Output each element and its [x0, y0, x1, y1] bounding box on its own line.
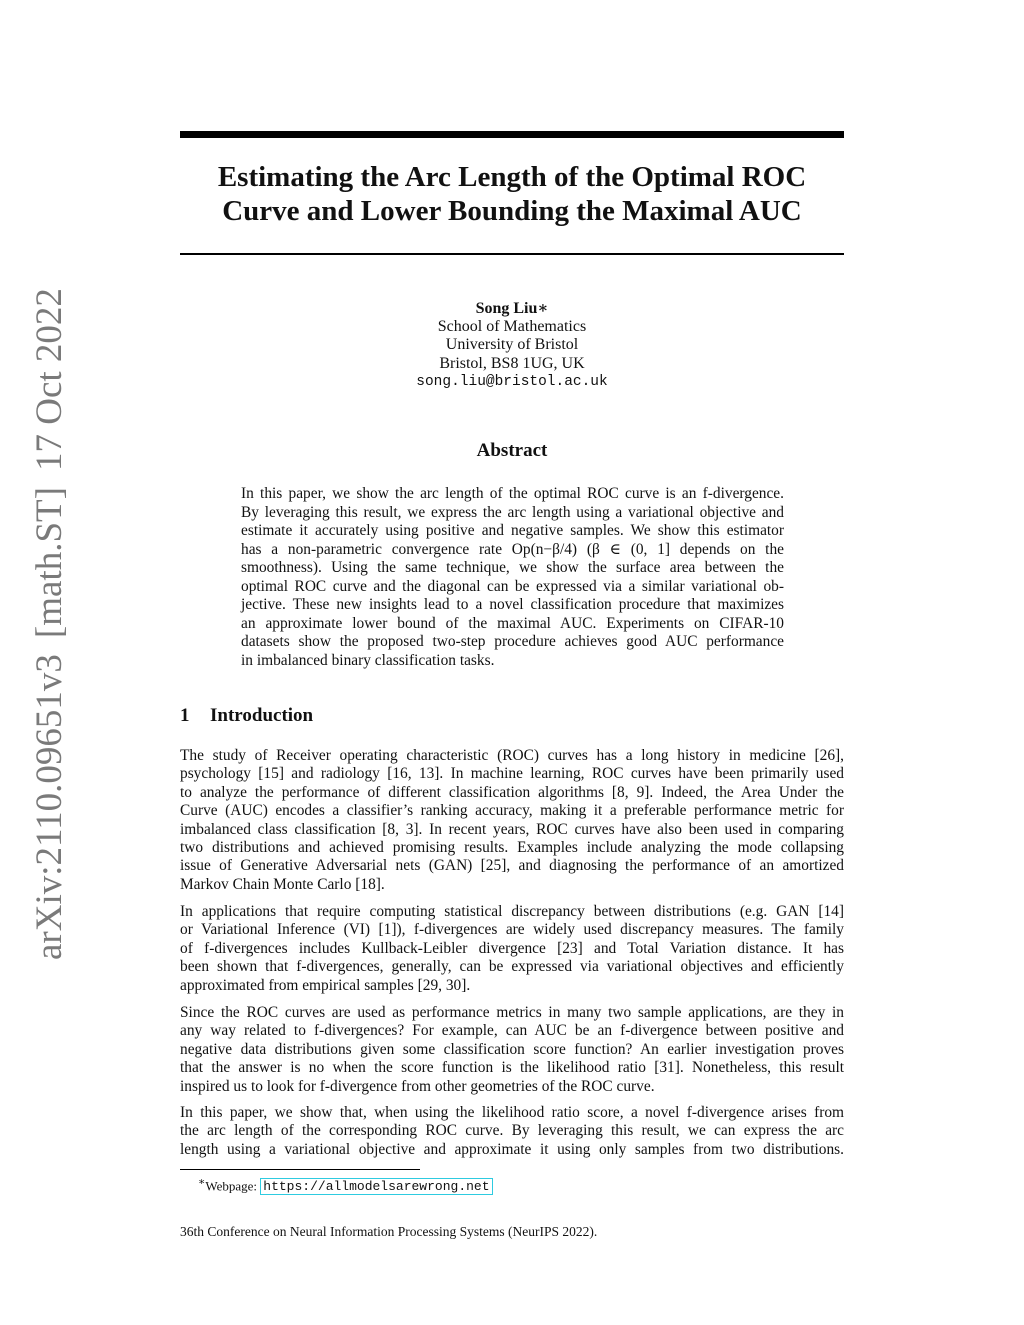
paragraph-line: In this paper, we show that, when using the likelihood ratio score, a novel f-divergence arises from: [180, 1104, 844, 1121]
arxiv-date: 17 Oct 2022: [29, 288, 70, 472]
paragraph-line: of f-divergences includes Kullback-Leibler divergence [23] and Total Variation distance. It has: [180, 939, 844, 957]
abstract-line: an approximate lower bound of the maximal AUC. Experiments on CIFAR-10: [241, 614, 784, 632]
abstract-line: estimate it accurately using positive and negative samples. We show this estimator: [241, 522, 784, 539]
title-top-rule: [180, 131, 844, 138]
paragraph-line: Markov Chain Monte Carlo [18].: [180, 875, 385, 893]
footnote-url-link[interactable]: https://allmodelsarewrong.net: [260, 1178, 492, 1195]
author-affiliation: School of Mathematics: [437, 318, 587, 336]
paragraph: [180, 1004, 844, 1096]
author-email[interactable]: song.liu@bristol.ac.uk: [416, 373, 608, 390]
paragraph-line: inspired us to look for f-divergence from other geometries of the ROC curve.: [180, 1077, 655, 1095]
author-address: Bristol, BS8 1UG, UK: [439, 354, 585, 372]
abstract-line: By leveraging this result, we express the arc length using a variational objective and: [241, 503, 784, 521]
abstract-line: In this paper, we show the arc length of the optimal ROC curve is an f-divergence.: [241, 485, 784, 502]
section-title: Introduction: [210, 705, 314, 726]
arxiv-id[interactable]: arXiv:2110.09651v3: [29, 654, 70, 960]
footnote-rule: [180, 1169, 420, 1170]
venue-note: 36th Conference on Neural Information Processing Systems (NeurIPS 2022).: [180, 1224, 598, 1239]
abstract-heading: Abstract: [476, 440, 548, 461]
paragraph-line: two distributions and achieved promising results. Examples include analyzing the mode collapsing: [180, 839, 844, 857]
abstract-line: jective. These new insights lead to a novel classification procedure that maximizes: [241, 596, 784, 613]
author-affiliation: University of Bristol: [445, 336, 579, 354]
title-bottom-rule: [180, 253, 844, 255]
paragraph-line: been shown that f-divergences, generally, can be expressed via variational objectives and efficiently: [180, 958, 844, 976]
paragraph-line: or Variational Inference (VI) [1]), f-divergences are widely used discrepancy measures. The family: [180, 921, 844, 939]
paragraph: [180, 747, 844, 894]
paragraph-line: the arc length of the corresponding ROC curve. By leveraging this result, we can express the arc: [180, 1122, 844, 1140]
paragraph-line: any way related to f-divergences? For example, can AUC be an f-divergence between positive and: [180, 1022, 844, 1040]
section-heading: [180, 705, 313, 727]
paragraph-line: that the answer is no when the score function is the likelihood ratio [31]. Nonetheless, this result: [180, 1059, 844, 1077]
paper-title: [180, 160, 844, 228]
paragraph-line: Since the ROC curves are used as performance metrics in many two sample applications, are they in: [180, 1004, 844, 1021]
abstract-line: smoothness). Using the same technique, we show the surface area between the: [241, 559, 784, 576]
paragraph-line: In applications that require computing statistical discrepancy between distributions (e.g. GAN [14]: [180, 903, 844, 920]
paragraph-line: The study of Receiver operating characteristic (ROC) curves has a long history in medicine [26],: [180, 747, 844, 764]
paragraph-line: approximated from empirical samples [29, 30].: [180, 976, 471, 994]
footnote-marker: ∗: [198, 1176, 206, 1188]
author-name: Song Liu∗: [475, 300, 549, 317]
abstract-line: datasets show the proposed two-step procedure achieves good AUC performance: [241, 633, 784, 650]
abstract-line: optimal ROC curve and the diagonal can be expressed via a similar variational ob-: [241, 577, 784, 595]
arxiv-sidebar-stamp: [28, 288, 74, 960]
footnote: [198, 1175, 493, 1194]
arxiv-category: [math.ST]: [29, 487, 70, 639]
paragraph-line: psychology [15] and radiology [16, 13]. In machine learning, ROC curves have been primarily used: [180, 765, 844, 783]
section-number: 1: [180, 705, 190, 726]
title-line: Estimating the Arc Length of the Optimal ROC: [217, 161, 807, 193]
author-block: [180, 300, 844, 391]
paragraph-line: to analyze the performance of different classification algorithms [8, 9]. Indeed, the Area Under the: [180, 783, 844, 801]
abstract-line: has a non-parametric convergence rate Op(n−β/4) (β ∈ (0, 1] depends on the: [241, 540, 784, 558]
paragraph: [180, 1104, 844, 1159]
title-line: Curve and Lower Bounding the Maximal AUC: [222, 195, 802, 227]
paragraph-line: imbalanced class classification [8, 3]. In recent years, ROC curves have also been used in comparing: [180, 820, 844, 838]
abstract-line: in imbalanced binary classification tasks.: [241, 651, 495, 669]
abstract-body: [241, 485, 784, 670]
paragraph: [180, 903, 844, 995]
footnote-label: Webpage:: [205, 1178, 261, 1194]
paragraph-line: negative data distributions given some classification score function? An earlier investigation proves: [180, 1040, 844, 1058]
paragraph-line: length using a variational objective and approximate it using only samples from two distributions.: [180, 1140, 844, 1158]
paragraph-line: issue of Generative Adversarial nets (GAN) [25], and diagnosing the performance of an amortized: [180, 857, 844, 875]
paragraph-line: Curve (AUC) encodes a classifier’s ranking accuracy, making it a preferable performance metric for: [180, 802, 844, 820]
